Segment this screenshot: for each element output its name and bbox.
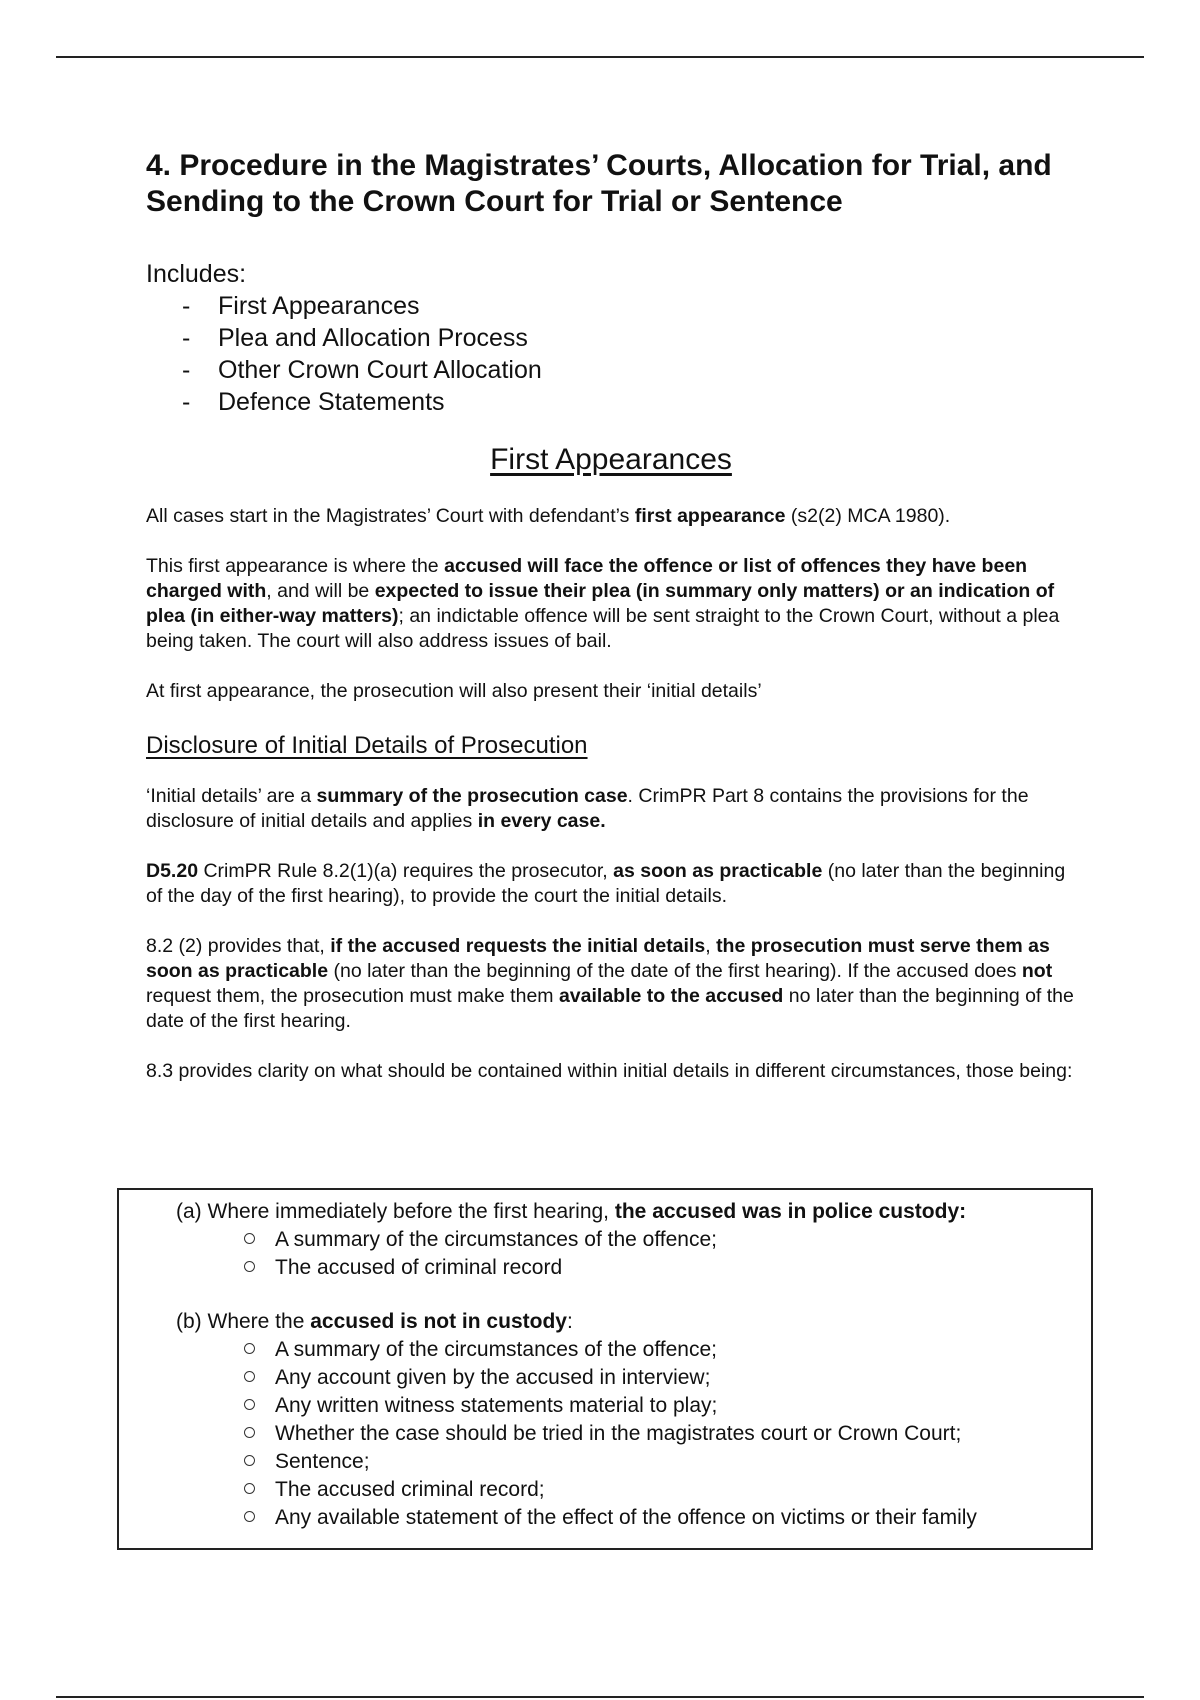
list-item: A summary of the circumstances of the offence; (244, 1336, 1091, 1364)
top-rule (56, 56, 1144, 58)
list-item: - Plea and Allocation Process (182, 324, 528, 352)
list-item: Sentence; (244, 1448, 1091, 1476)
circle-bullet-icon (244, 1511, 255, 1522)
section-title: First Appearances (490, 443, 732, 476)
circumstances-box (117, 1188, 1093, 1550)
list-item: Any written witness statements material to play; (244, 1392, 1091, 1420)
circle-bullet-icon (244, 1343, 255, 1354)
circle-bullet-icon (244, 1261, 255, 1272)
list-item: The accused of criminal record (244, 1254, 1091, 1282)
subheading-disclosure: Disclosure of Initial Details of Prosecution (146, 732, 588, 759)
paragraph-initial-details: At first appearance, the prosecution will also present their ‘initial details’ (146, 680, 762, 702)
list-item: Whether the case should be tried in the magistrates court or Crown Court; (244, 1420, 1091, 1448)
paragraph-rule-8-2-1: D5.20 CrimPR Rule 8.2(1)(a) requires the prosecutor, as soon as practicable (no later than the beginning of the day of the first hearing), to provide the court the initial details. (146, 860, 1066, 907)
includes-list (146, 290, 1076, 418)
paragraph-summary: ‘Initial details’ are a summary of the prosecution case. CrimPR Part 8 contains the provisions for the disclosure of initial details and applies in every case. (146, 785, 1029, 832)
case-a-label: (a) Where immediately before the first hearing, the accused was in police custody: (176, 1200, 967, 1223)
bottom-rule (56, 1696, 1144, 1698)
paragraph-plea: This first appearance is where the accused will face the offence or list of offences they have been charged with, and will be expected to issue their plea (in summary only matters) or an indication of plea (in either-way matters); an indictable offence will be sent straight to the Crown Court, without a plea being taken. The court will also address issues of bail. (146, 555, 1060, 652)
list-item: The accused criminal record; (244, 1476, 1091, 1504)
case-b-label: (b) Where the accused is not in custody: (176, 1310, 573, 1333)
paragraph-rule-8-3: 8.3 provides clarity on what should be contained within initial details in different circumstances, those being: (146, 1060, 1073, 1082)
document-body (146, 148, 1076, 1084)
paragraph-rule-8-2-2: 8.2 (2) provides that, if the accused requests the initial details, the prosecution must serve them as soon as practicable (no later than the beginning of the date of the first hearing). If the accused does not request them, the prosecution must make them available to the accused no later than the beginning of the date of the first hearing. (146, 935, 1074, 1032)
circle-bullet-icon (244, 1455, 255, 1466)
paragraph-first-appearance: All cases start in the Magistrates’ Court with defendant’s first appearance (s2(2) MCA 1980). (146, 505, 951, 527)
includes-label: Includes: (146, 260, 247, 288)
circle-bullet-icon (244, 1483, 255, 1494)
list-item: Any available statement of the effect of the offence on victims or their family (244, 1504, 1091, 1532)
list-item: - Other Crown Court Allocation (182, 356, 542, 384)
case-a-list (176, 1226, 1091, 1282)
circle-bullet-icon (244, 1371, 255, 1382)
page-title: 4. Procedure in the Magistrates’ Courts, Allocation for Trial, and Sending to the Crown Court for Trial or Sentence (146, 149, 1052, 218)
list-item: A summary of the circumstances of the offence; (244, 1226, 1091, 1254)
circle-bullet-icon (244, 1233, 255, 1244)
circle-bullet-icon (244, 1427, 255, 1438)
circle-bullet-icon (244, 1399, 255, 1410)
list-item: - First Appearances (182, 292, 420, 320)
case-b-list (176, 1336, 1091, 1532)
list-item: - Defence Statements (182, 388, 445, 416)
list-item: Any account given by the accused in interview; (244, 1364, 1091, 1392)
